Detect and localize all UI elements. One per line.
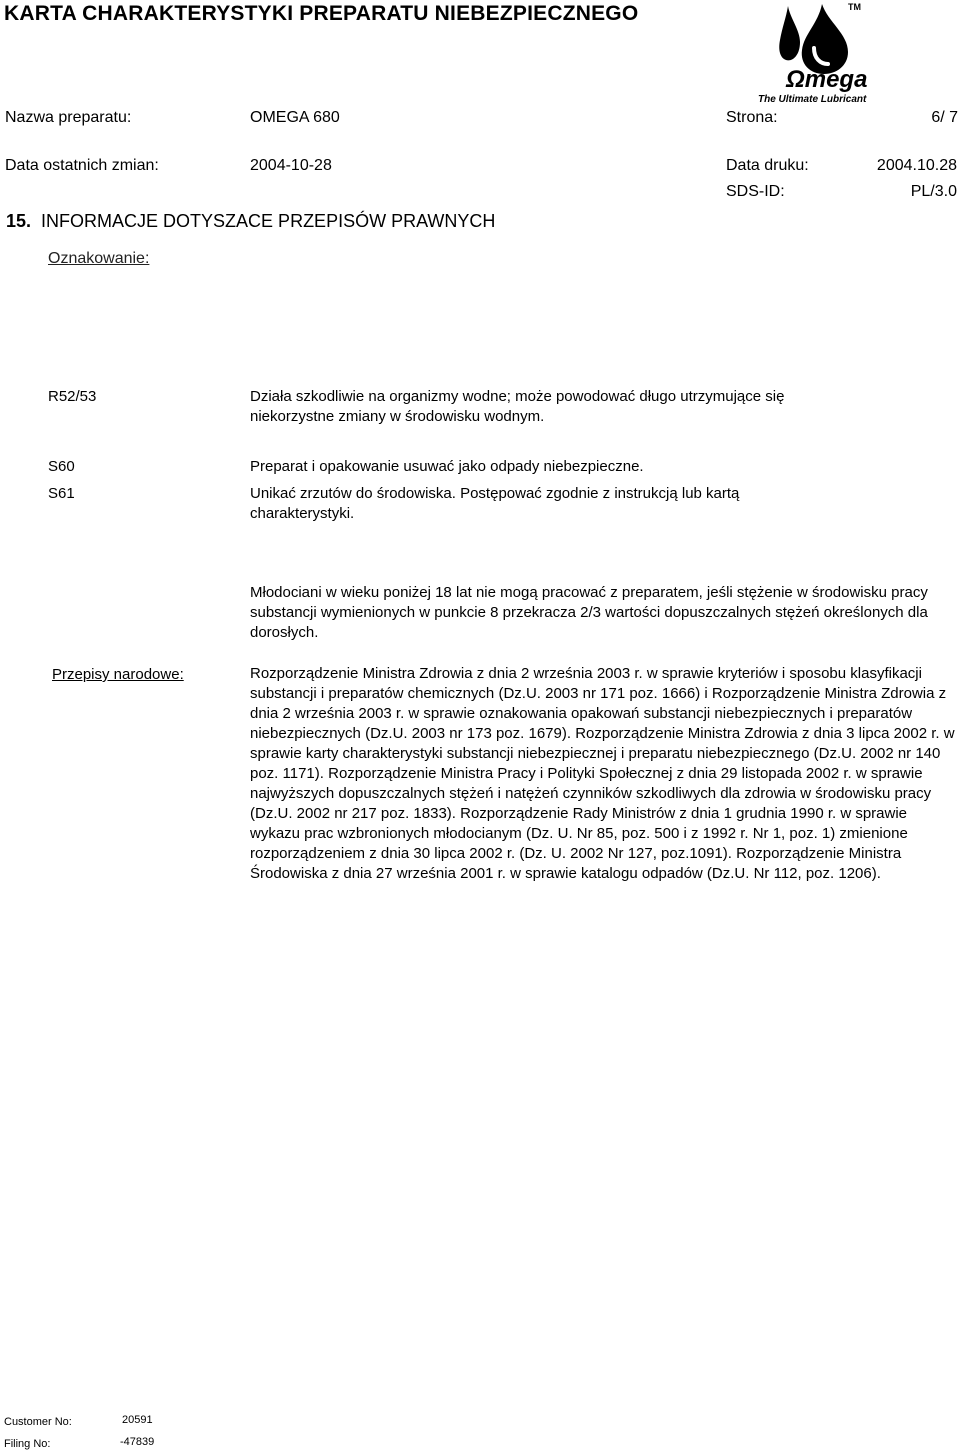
section-number: 15.	[6, 211, 32, 231]
product-name-label: Nazwa preparatu:	[5, 109, 132, 126]
filing-no-value: -47839	[120, 1436, 155, 1448]
youth-restriction-note: Młodociani w wieku poniżej 18 lat nie mogą pracować z preparatem, jeśli stężenie w środowisku pracy substancji wymienionych w punkcie 8 przekracza 2/3 wartości dopuszczalnych stężeń określonych dla dorosłych.	[250, 584, 928, 641]
phrase-text-s61: Unikać zrzutów do środowiska. Postępować zgodnie z instrukcją lub kartą charakterystyki.	[250, 485, 740, 522]
logo-tagline: The Ultimate Lubricant	[758, 94, 867, 105]
sds-id-value: PL/3.0	[910, 183, 957, 200]
last-change-value: 2004-10-28	[250, 157, 332, 174]
phrase-text-r52-53: Działa szkodliwie na organizmy wodne; może powodować długo utrzymujące się niekorzystne zmiany w środowisku wodnym.	[250, 388, 785, 425]
phrase-code-s60: S60	[48, 458, 75, 475]
print-date-label: Data druku:	[726, 157, 809, 174]
sds-id-label: SDS-ID:	[726, 183, 785, 200]
product-name-value: OMEGA 680	[250, 109, 340, 126]
document-title: KARTA CHARAKTERYSTYKI PREPARATU NIEBEZPIECZNEGO	[4, 2, 639, 25]
trademark-mark: TM	[848, 2, 861, 12]
phrase-code-r52-53: R52/53	[48, 388, 97, 405]
phrase-code-s61: S61	[48, 485, 75, 502]
customer-no-value: 20591	[122, 1414, 153, 1426]
page-label: Strona:	[726, 109, 778, 126]
phrase-text-s60: Preparat i opakowanie usuwać jako odpady niebezpieczne.	[250, 458, 644, 475]
print-date-value: 2004.10.28	[876, 157, 957, 174]
national-regulations-label: Przepisy narodowe:	[52, 666, 184, 683]
section-heading	[6, 211, 495, 232]
customer-no-label: Customer No:	[4, 1416, 72, 1428]
labeling-label: Oznakowanie:	[48, 250, 150, 267]
omega-drop-logo-icon	[778, 4, 860, 74]
logo-brand-text: Ωmega	[786, 66, 868, 93]
national-regulations-text: Rozporządzenie Ministra Zdrowia z dnia 2 września 2003 r. w sprawie kryteriów i sposobu klasyfikacji substancji i preparatów chemicznych (Dz.U. 2003 nr 171 poz. 1666) i Rozporządzenie Ministra Zdrowia z dnia 2 września 2003 r. w sprawie oznakowania opakowań substancji niebezpiecznych i preparatów niebezpiecznych (Dz.U. 2003 nr 173 poz. 1679). Rozporządzenie Ministra Zdrowia z dnia 3 lipca 2002 r. w sprawie karty charakterystyki substancji niebezpiecznej i preparatu niebezpiecznego (Dz.U. 2002 nr 140 poz. 1171). Rozporządzenie Ministra Pracy i Polityki Społecznej z dnia 29 listopada 2002 r. w sprawie najwyższych dopuszczalnych stężeń i natężeń czynników szkodliwych dla zdrowia w środowisku pracy (Dz.U. 2002 nr 217 poz. 1833). Rozporządzenie Rady Ministrów z dnia 1 grudnia 1990 r. w sprawie wykazu prac wzbronionych młodocianym (Dz. U. Nr 85, poz. 500 i z 1992 r. Nr 1, poz. 1) zmienione rozporządzeniem z dnia 30 lipca 2002 r. (Dz. U. 2002 Nr 127, poz.1091). Rozporządzenie Ministra Środowiska z dnia 27 września 2001 r. w sprawie katalogu odpadów (Dz.U. Nr 112, poz. 1206).	[250, 665, 955, 882]
section-title: INFORMACJE DOTYSZACE PRZEPISÓW PRAWNYCH	[41, 211, 496, 231]
filing-no-label: Filing No:	[4, 1438, 51, 1450]
last-change-label: Data ostatnich zmian:	[5, 157, 159, 174]
page-value: 6/ 7	[931, 109, 958, 126]
